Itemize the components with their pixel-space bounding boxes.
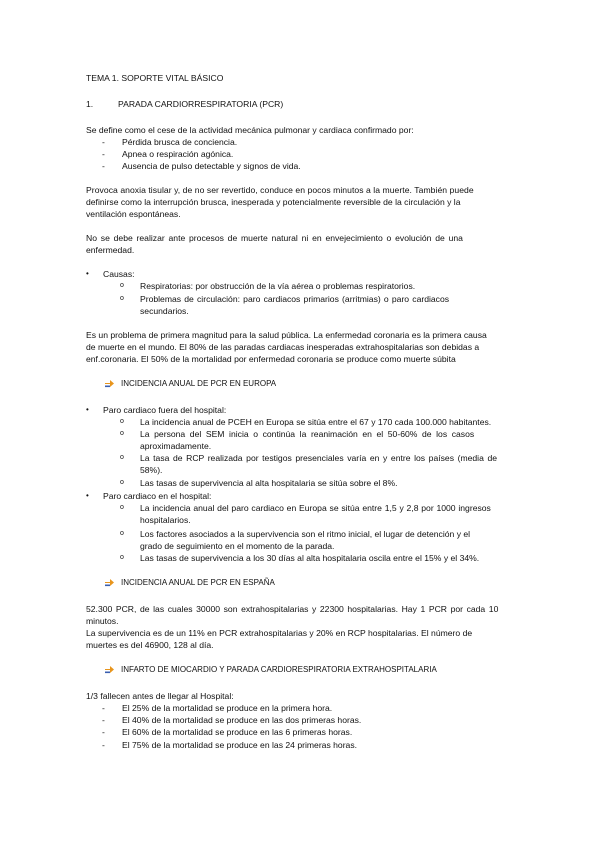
paragraph-line: ventilación espontáneas. <box>86 209 181 219</box>
dash-marker: - <box>102 137 105 147</box>
circle-marker: o <box>120 504 124 511</box>
circle-marker: o <box>120 554 124 561</box>
arrow-bullet-icon <box>104 578 114 587</box>
document-page: TEMA 1. SOPORTE VITAL BÁSICO 1. PARADA CARDIORRESPIRATORIA (PCR) Se define como el cese de la actividad mecánica pulmonar y cardiaca confirmado por: - Pérdida brusca de conciencia. - Apnea o respiración agónica. - Ausencia de pulso detectable y signos de vida. Provoca anoxia tisular y, de no ser revertido, conduce en pocos minutos a la muerte. También puede definirse como la interrupción brusca, inesperada y potencialmente reversible de la circulación y la ventilación espontáneas. No se debe realizar ante procesos de muerte natural ni en envejecimiento o evolución de una enfermedad. • Causas: o Respiratorias: por obstrucción de la vía aérea o problemas respiratorios. o Problemas de circulación: paro cardiacos primarios (arritmias) o paro cardiacos secundarios. Es un problema de primera magnitud para la salud pública. La enfermedad coronaria es la primera causa de muerte en el mundo. El 80% de las paradas cardiacas inesperadas extrahospitalarias son debidas a enf.coronaria. El 50% de la mortalidad por enfermedad coronaria se produce como muerte súbita INCIDENCIA ANUAL DE PCR EN EUROPA • Paro cardiaco fuera del hospital: o La incidencia anual de PCEH en Europa se sitúa entre el 67 y 170 cada 100.000 habitantes. o La persona del SEM inicia o continúa la reanimación en el 50-60% de los casos aproximadamente. o La tasa de RCP realizada por testigos presenciales varía en y entre los países (media de 58%). o Las tasas de supervivencia al alta hospitalaria se sitúa sobre el 8%. • Paro cardiaco en el hospital: o La incidencia anual del paro cardiaco en Europa se sitúa entre 1,5 y 2,8 por 1000 ingresos hospitalarios. o Los factores asociados a la supervivencia son el ritmo inicial, el lugar de detención y el grado de seguimiento en el momento de la parada. o Las tasas de supervivencia a los 30 días al alta hospitalaria oscila entre el 15% y el 34%. INCIDENCIA ANUAL DE PCR EN ESPAÑA 52.300 PCR, de las cuales 30000 son extrahospitalarias y 22300 hospitalarias. Hay 1 PCR por cada 10 minutos. La supervivencia es de un 11% en PCR extrahospitalarias y 20% en RCP hospitalarias. El número de muertes es del 46900, 128 al día. INFARTO DE MIOCARDIO Y PARADA CARDIORESPIRATORIA EXTRAHOSPITALARIA 1/3 fallecen antes de llegar al Hospital: - El 25% de la mortalidad se produce en la primera hora. - El 40% de la mortalidad se produce en las dos primeras horas. - El 60% de la mortalidad se produce en las 6 primeras horas. - El 75% de la mortalidad se produce en las 24 primeras horas. <box>0 0 600 848</box>
circle-marker: o <box>120 295 124 302</box>
bullet-marker: • <box>86 405 89 414</box>
paragraph-line: Provoca anoxia tisular y, de no ser revertido, conduce en pocos minutos a la muerte. También puede <box>86 185 474 195</box>
paragraph-line: enf.coronaria. El 50% de la mortalidad por enfermedad coronaria se produce como muerte súbita <box>86 354 456 364</box>
mortality-intro: 1/3 fallecen antes de llegar al Hospital: <box>86 691 234 701</box>
section-heading-pcr <box>86 98 283 110</box>
paragraph-line: No se debe realizar ante procesos de muerte natural ni en envejecimiento o evolución de una <box>86 233 463 243</box>
dash-marker: - <box>102 715 105 726</box>
dash-marker: - <box>102 161 105 172</box>
dash-marker: - <box>102 739 105 750</box>
arrow-bullet-icon <box>104 665 114 674</box>
arrow-bullet-icon <box>104 379 114 388</box>
circle-marker: o <box>120 530 124 537</box>
paragraph-line: definirse como la interrupción brusca, inesperada y potencialmente reversible de la circulación y la <box>86 197 461 207</box>
dash-marker: - <box>102 703 105 713</box>
section-heading-text: PARADA CARDIORRESPIRATORIA (PCR) <box>118 99 284 109</box>
circle-marker: o <box>120 282 124 289</box>
circle-marker: o <box>120 430 124 437</box>
dash-marker: - <box>102 727 105 738</box>
circle-marker: o <box>120 479 124 486</box>
paragraph-line: 52.300 PCR, de las cuales 30000 son extrahospitalarias y 22300 hospitalarias. Hay 1 PCR por cada 10 <box>86 604 499 614</box>
paragraph-line: de muerte en el mundo. El 80% de las paradas cardiacas inesperadas extrahospitalarias son debidas a <box>86 342 480 352</box>
circle-marker: o <box>120 454 124 461</box>
definition-intro: Se define como el cese de la actividad mecánica pulmonar y cardiaca confirmado por: <box>86 125 414 135</box>
paragraph-line: Es un problema de primera magnitud para la salud pública. La enfermedad coronaria es la primera causa <box>86 330 487 340</box>
bullet-marker: • <box>86 491 89 500</box>
section-number: 1. <box>86 99 94 109</box>
dash-marker: - <box>102 149 105 160</box>
document-title: TEMA 1. SOPORTE VITAL BÁSICO <box>86 73 224 83</box>
circle-marker: o <box>120 418 124 425</box>
paragraph-line: enfermedad. <box>86 245 135 255</box>
bullet-marker: • <box>86 269 89 278</box>
paragraph-line: La supervivencia es de un 11% en PCR extrahospitalarias y 20% en RCP hospitalarias. El número de <box>86 628 473 638</box>
paragraph-line: muertes es del 46900, 128 al día. <box>86 640 214 650</box>
paragraph-line: minutos. <box>86 616 119 626</box>
